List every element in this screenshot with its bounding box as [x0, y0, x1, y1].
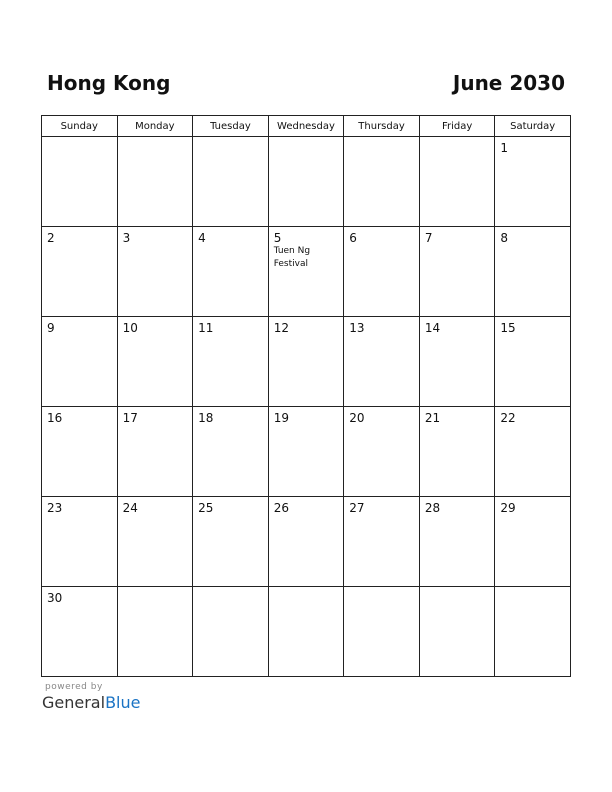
day-number: 19 [273, 411, 289, 425]
week-row [42, 317, 571, 407]
day-number: 30 [47, 591, 63, 605]
day-cell[interactable] [344, 587, 420, 677]
day-number: 26 [273, 501, 289, 515]
day-number: 1 [500, 141, 509, 155]
day-number: 8 [500, 231, 509, 245]
day-cell[interactable] [344, 137, 420, 227]
day-cell[interactable] [419, 227, 495, 317]
day-cell[interactable] [419, 587, 495, 677]
month-title: June 2030 [452, 71, 565, 95]
week-row [42, 227, 571, 317]
day-number: 17 [122, 411, 138, 425]
day-cell[interactable] [495, 407, 571, 497]
holiday-label: Tuen Ng Festival [273, 246, 311, 269]
day-cell[interactable] [42, 317, 118, 407]
brand-blue-text: Blue [105, 693, 141, 712]
day-number: 4 [198, 231, 206, 245]
day-number: 15 [500, 321, 516, 335]
day-cell[interactable] [42, 497, 118, 587]
day-cell[interactable] [193, 227, 269, 317]
day-number: 14 [424, 321, 441, 335]
day-cell[interactable] [495, 587, 571, 677]
day-cell[interactable] [117, 137, 193, 227]
day-number: 29 [500, 501, 516, 515]
brand-general-text: General [42, 693, 106, 712]
day-number: 18 [198, 411, 214, 425]
week-row [42, 497, 571, 587]
day-cell[interactable] [117, 407, 193, 497]
powered-by-text: powered by [45, 682, 103, 692]
day-cell[interactable] [117, 497, 193, 587]
day-cell[interactable] [42, 587, 118, 677]
weekday-thursday: Thursday [344, 116, 420, 137]
day-cell[interactable] [193, 587, 269, 677]
weekday-header-row [42, 116, 571, 137]
day-number: 9 [47, 321, 55, 335]
day-number: 21 [424, 411, 441, 425]
weekday-sunday: Sunday [42, 116, 118, 137]
day-number: 10 [122, 321, 138, 335]
day-cell[interactable] [42, 407, 118, 497]
day-cell[interactable] [42, 227, 118, 317]
day-cell[interactable] [193, 497, 269, 587]
day-cell[interactable] [268, 137, 344, 227]
week-row [42, 587, 571, 677]
calendar-grid [41, 115, 571, 677]
day-cell[interactable] [268, 317, 344, 407]
day-cell[interactable] [419, 137, 495, 227]
day-cell[interactable] [193, 317, 269, 407]
weekday-monday: Monday [117, 116, 193, 137]
day-cell[interactable] [117, 317, 193, 407]
weekday-wednesday: Wednesday [268, 116, 344, 137]
day-cell[interactable] [268, 407, 344, 497]
day-number: 3 [122, 231, 131, 245]
day-cell[interactable] [419, 407, 495, 497]
day-number: 27 [349, 501, 365, 515]
day-cell[interactable] [268, 497, 344, 587]
day-cell[interactable] [344, 407, 420, 497]
day-cell[interactable] [495, 227, 571, 317]
day-cell[interactable] [268, 227, 344, 317]
region-title: Hong Kong [47, 71, 171, 95]
day-number: 13 [349, 321, 365, 335]
weekday-friday: Friday [419, 116, 495, 137]
brand-logo[interactable] [42, 693, 140, 712]
week-row [42, 407, 571, 497]
day-cell[interactable] [495, 317, 571, 407]
day-cell[interactable] [495, 497, 571, 587]
day-cell[interactable] [344, 497, 420, 587]
day-number: 23 [47, 501, 63, 515]
day-cell[interactable] [42, 137, 118, 227]
day-number: 20 [349, 411, 365, 425]
day-cell[interactable] [344, 227, 420, 317]
week-row [42, 137, 571, 227]
day-cell[interactable] [268, 587, 344, 677]
day-cell[interactable] [193, 137, 269, 227]
day-number: 28 [424, 501, 441, 515]
day-number: 11 [198, 321, 214, 335]
day-cell[interactable] [495, 137, 571, 227]
day-cell[interactable] [117, 587, 193, 677]
day-cell[interactable] [419, 317, 495, 407]
day-number: 7 [424, 231, 433, 245]
day-number: 6 [349, 231, 357, 245]
day-number: 5 [273, 231, 282, 245]
day-number: 25 [198, 501, 214, 515]
day-number: 16 [47, 411, 63, 425]
day-number: 2 [47, 231, 55, 245]
footer [42, 682, 140, 712]
day-cell[interactable] [193, 407, 269, 497]
day-number: 22 [500, 411, 516, 425]
day-cell[interactable] [344, 317, 420, 407]
day-cell[interactable] [419, 497, 495, 587]
day-number: 12 [273, 321, 289, 335]
day-cell[interactable] [117, 227, 193, 317]
day-number: 24 [122, 501, 138, 515]
weekday-tuesday: Tuesday [193, 116, 269, 137]
weekday-saturday: Saturday [495, 116, 571, 137]
